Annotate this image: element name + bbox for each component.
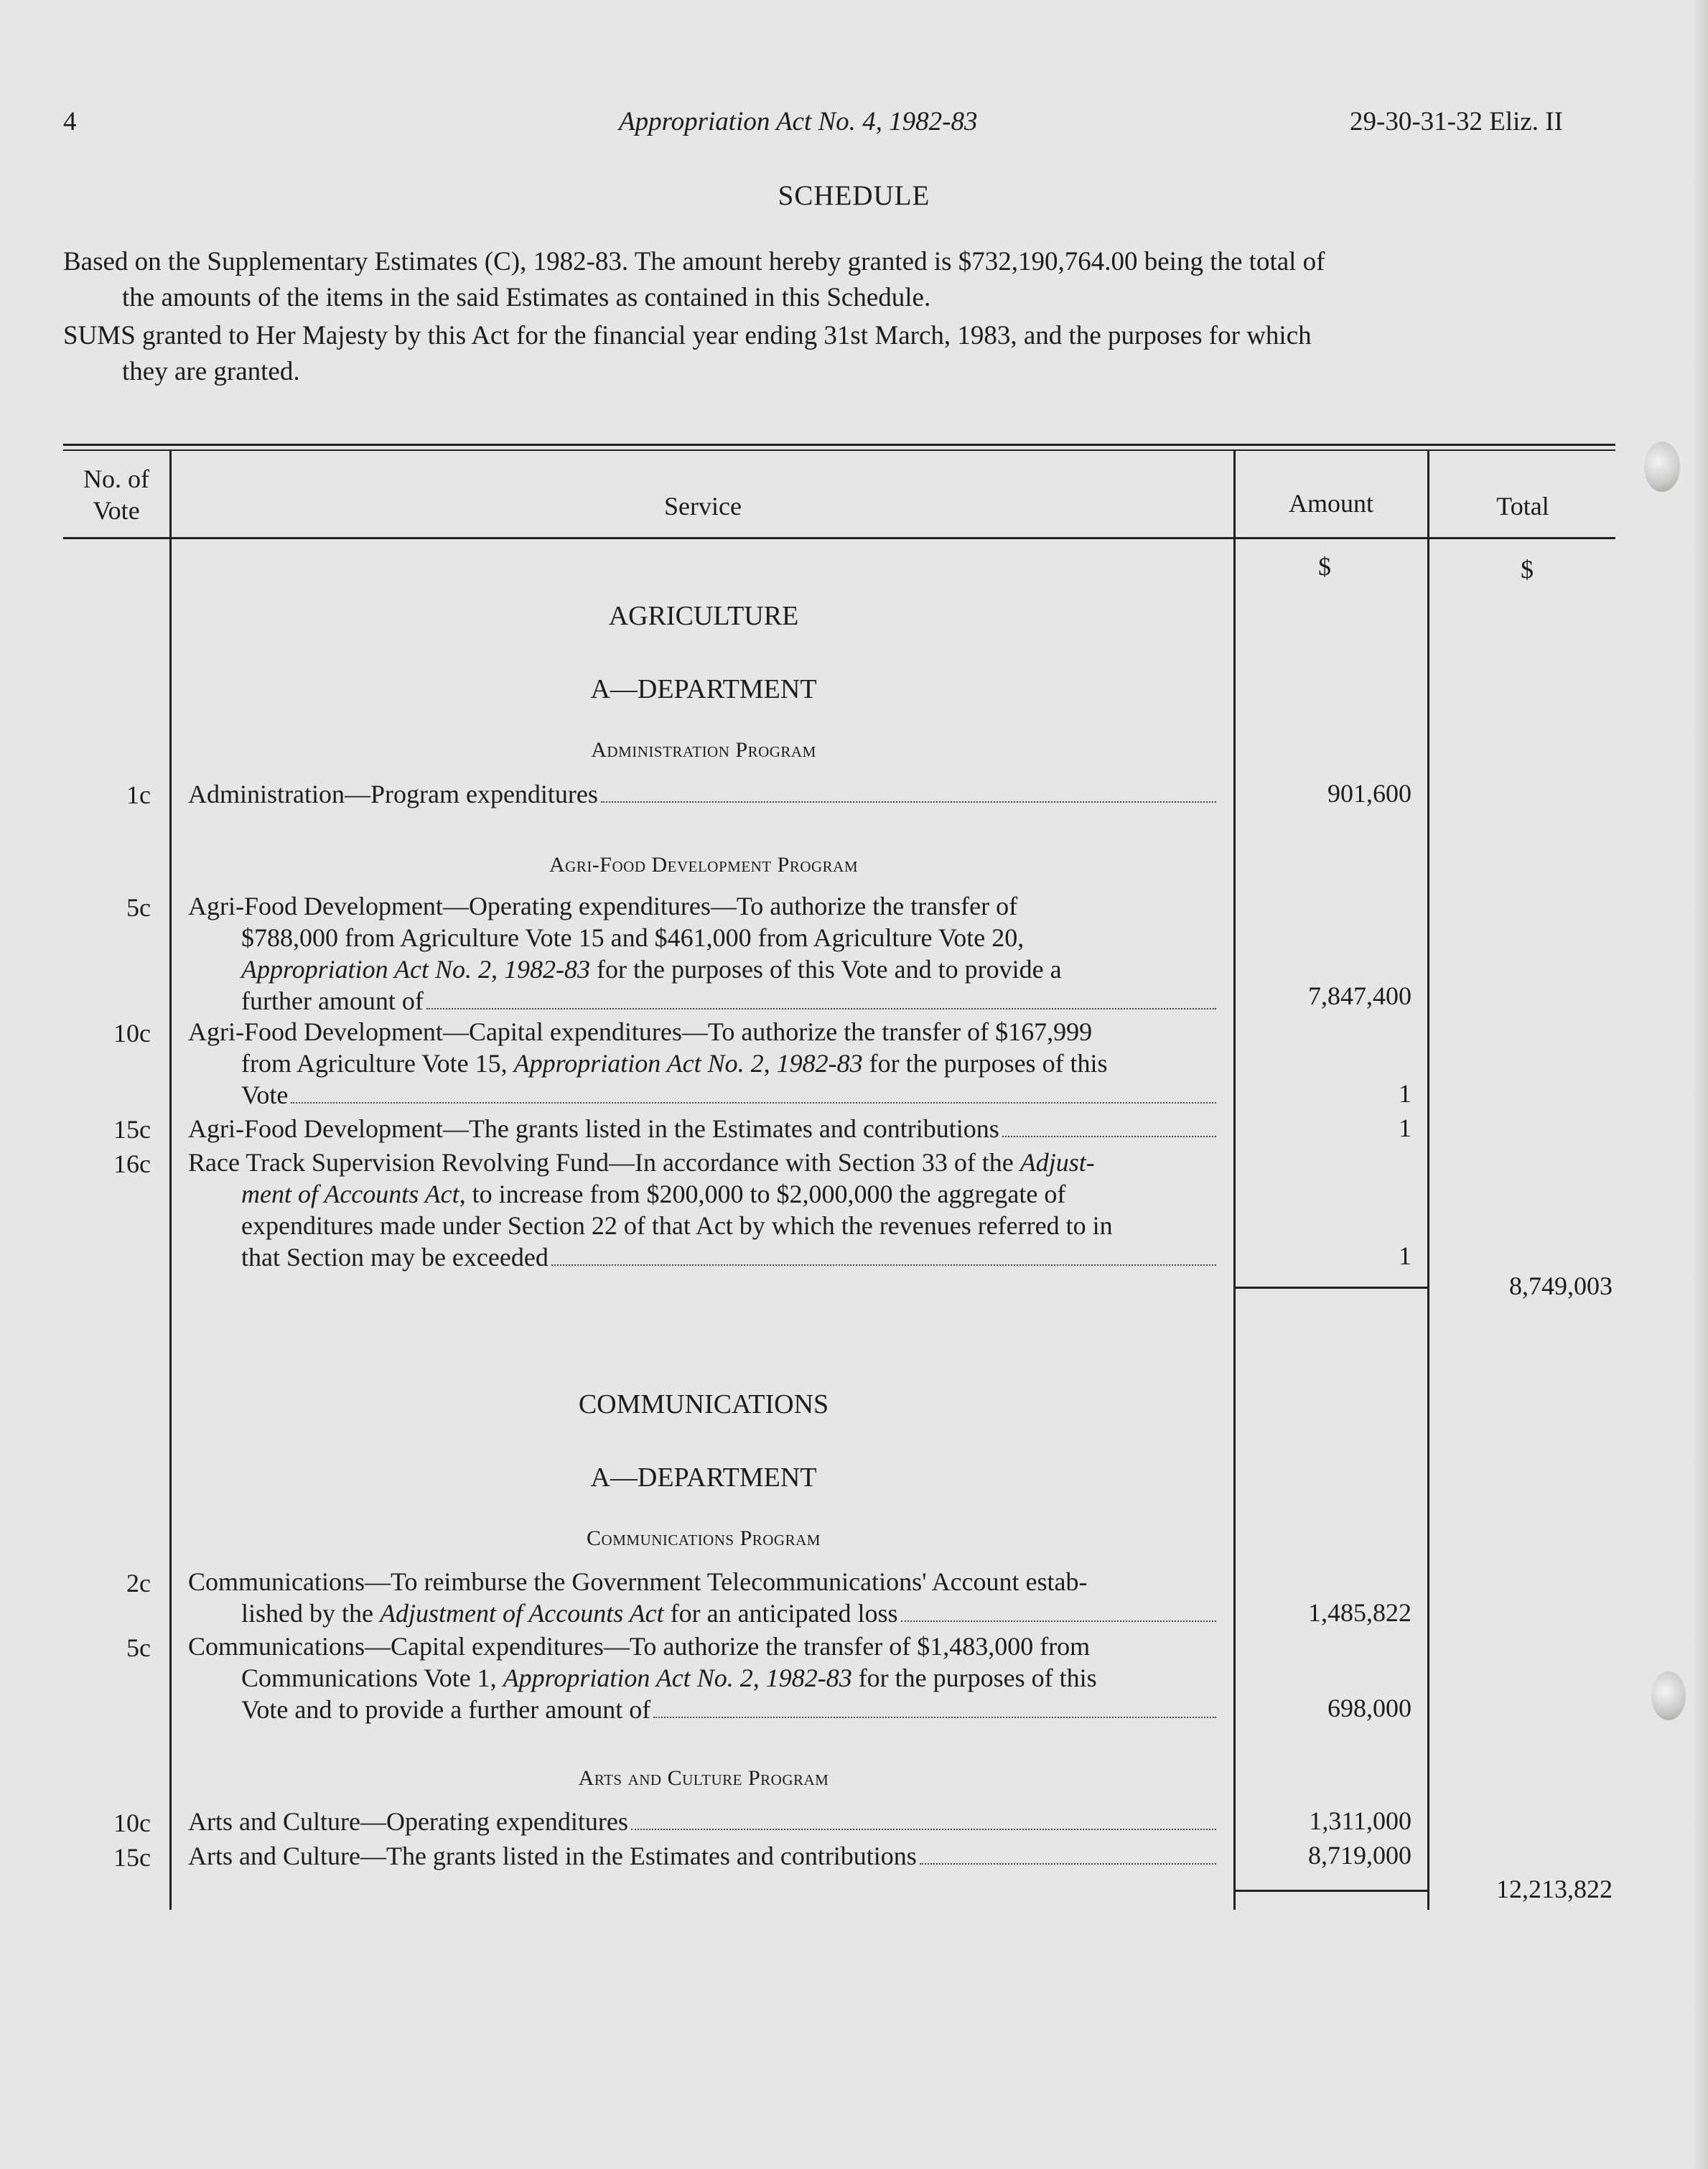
total-agriculture: 8,749,003: [1509, 1272, 1613, 1300]
amount-5c-communications: 698,000: [1327, 1694, 1411, 1722]
act-reference: Appropriation Act No. 2, 1982-83: [513, 1049, 863, 1078]
leader-dots: [631, 1829, 1216, 1830]
service-line: Communications—To reimburse the Government Telecommunications' Account estab-: [188, 1567, 1088, 1596]
service-line-post: , to increase from $200,000 to $2,000,000 the aggregate of: [459, 1180, 1066, 1208]
service-text-15c: Arts and Culture—The grants listed in the Estimates and contributions: [188, 1842, 917, 1870]
service-line: Agri-Food Development—Operating expenditures—To authorize the transfer of: [188, 892, 1018, 920]
service-line: expenditures made under Section 22 of that Act by which the revenues referred to in: [241, 1211, 1113, 1240]
service-line-pre: Race Track Supervision Revolving Fund—In accordance with Section 33 of the: [188, 1148, 1020, 1177]
intro-p2-line2: they are granted.: [122, 357, 300, 386]
service-line: [188, 1597, 1219, 1629]
service-line-post: for an anticipated loss: [663, 1599, 898, 1628]
service-line-pre: lished by the: [241, 1599, 380, 1628]
service-item-10c-communications: [188, 1806, 1219, 1837]
service-line: Communications—Capital expenditures—To authorize the transfer of $1,483,000 from: [188, 1632, 1091, 1661]
amount-15c-agriculture: 1: [1399, 1114, 1411, 1142]
vote-number-5c-communications: 5c: [126, 1633, 151, 1662]
service-item-2c: [188, 1566, 1219, 1629]
intro-p1-line2: the amounts of the items in the said Estimates as contained in this Schedule.: [122, 283, 931, 312]
schedule-title: SCHEDULE: [778, 180, 930, 211]
column-divider-vote: [169, 449, 172, 1910]
header-vote-line2: Vote: [93, 496, 140, 525]
leader-dots: [551, 1264, 1216, 1266]
service-text-1c: Administration—Program expenditures: [188, 780, 598, 808]
column-divider-service: [1233, 449, 1236, 1910]
header-total: Total: [1496, 492, 1549, 521]
leader-dots: [426, 1008, 1216, 1009]
leader-dots: [920, 1863, 1216, 1865]
service-item-1c: [188, 778, 1219, 810]
vote-number-10c-communications: 10c: [113, 1809, 151, 1837]
program-heading-administration: Administration Program: [591, 738, 816, 762]
service-item-5c-agriculture: [188, 890, 1219, 1017]
header-amount: Amount: [1288, 489, 1373, 518]
service-line: [188, 1662, 1219, 1694]
department-heading-agriculture: A—DEPARTMENT: [590, 674, 817, 704]
service-line-post: for the purposes of this: [851, 1664, 1097, 1692]
vote-number-15c-agriculture: 15c: [113, 1115, 151, 1144]
service-line: [188, 1147, 1219, 1178]
vote-number-2c: 2c: [126, 1569, 151, 1597]
amount-2c: 1,485,822: [1308, 1598, 1411, 1627]
intro-p1-line1: Based on the Supplementary Estimates (C), 1982-83. The amount hereby granted is $732,190,764.00 being the total of: [63, 247, 1325, 276]
amount-10c-communications: 1,311,000: [1309, 1806, 1411, 1835]
service-line-end: Vote and to provide a further amount of: [241, 1695, 651, 1724]
act-reference: Adjustment of Accounts Act: [379, 1599, 664, 1628]
act-reference: ment of Accounts Act: [241, 1180, 459, 1208]
service-line-end: further amount of: [241, 986, 424, 1015]
program-heading-communications: Communications Program: [587, 1526, 821, 1550]
vote-number-10c-agriculture: 10c: [113, 1019, 151, 1048]
vote-number-15c-communications: 15c: [113, 1843, 151, 1872]
service-line: [188, 1241, 1219, 1273]
amount-10c-agriculture: 1: [1399, 1079, 1411, 1108]
service-line-end: that Section may be exceeded: [241, 1243, 549, 1272]
intro-p2-line1: SUMS granted to Her Majesty by this Act for the financial year ending 31st March, 1983, and the purposes for which: [63, 321, 1312, 350]
binder-ring-lower: [1651, 1671, 1686, 1720]
total-communications: 12,213,822: [1496, 1875, 1613, 1903]
vote-number-16c: 16c: [113, 1149, 151, 1178]
table-top-rule-2: [63, 449, 1615, 451]
running-title: Appropriation Act No. 4, 1982-83: [619, 107, 978, 136]
service-item-16c: [188, 1147, 1219, 1273]
header-vote-line1: No. of: [83, 465, 149, 493]
vote-number-1c: 1c: [126, 780, 151, 809]
program-heading-agri-food: Agri-Food Development Program: [549, 853, 859, 877]
department-heading-communications: A—DEPARTMENT: [590, 1463, 817, 1493]
intro-paragraph-1: [63, 244, 1615, 316]
leader-dots: [653, 1717, 1216, 1718]
leader-dots: [901, 1620, 1216, 1622]
amount-15c-communications: 8,719,000: [1308, 1841, 1411, 1870]
total-currency-sign: $: [1521, 555, 1534, 584]
service-item-15c-communications: [188, 1840, 1219, 1872]
service-item-5c-communications: [188, 1631, 1219, 1725]
act-reference: Appropriation Act No. 2, 1982-83: [503, 1664, 852, 1692]
leader-dots: [291, 1102, 1216, 1104]
regnal-year: 29-30-31-32 Eliz. II: [1350, 107, 1563, 136]
header-vote: [63, 463, 169, 526]
subtotal-rule-communications: [1233, 1890, 1429, 1892]
service-line: Agri-Food Development—Capital expenditures—To authorize the transfer of $167,999: [188, 1017, 1093, 1046]
vote-number-5c-agriculture: 5c: [126, 893, 151, 922]
ministry-heading-communications: COMMUNICATIONS: [578, 1389, 829, 1419]
table-header-rule: [63, 537, 1615, 539]
service-text-10c: Arts and Culture—Operating expenditures: [188, 1807, 628, 1836]
column-divider-amount: [1427, 449, 1429, 1910]
amount-16c: 1: [1399, 1241, 1411, 1270]
act-reference: Appropriation Act No. 2, 1982-83: [241, 955, 590, 984]
act-reference: Adjust-: [1019, 1148, 1095, 1177]
program-heading-arts-culture: Arts and Culture Program: [578, 1766, 829, 1790]
service-line-rest: for the purposes of this Vote and to provide a: [590, 955, 1062, 984]
service-line: [188, 1079, 1219, 1111]
subtotal-rule-agriculture: [1233, 1287, 1429, 1289]
service-line: [188, 985, 1219, 1017]
service-line-post: for the purposes of this: [862, 1049, 1108, 1078]
service-line: [188, 1048, 1219, 1079]
leader-dots: [601, 801, 1216, 803]
service-line: $788,000 from Agriculture Vote 15 and $461,000 from Agriculture Vote 20,: [241, 923, 1025, 952]
amount-5c-agriculture: 7,847,400: [1308, 981, 1411, 1010]
binder-ring-upper: [1644, 442, 1680, 492]
page-edge-shadow: [1692, 0, 1708, 2169]
service-line: [188, 953, 1219, 985]
amount-1c: 901,600: [1327, 779, 1411, 808]
leader-dots: [1002, 1136, 1216, 1137]
service-item-10c-agriculture: [188, 1016, 1219, 1111]
service-line: [188, 1178, 1219, 1210]
page-number: 4: [63, 107, 77, 136]
amount-currency-sign: $: [1318, 552, 1331, 581]
table-top-rule: [63, 444, 1615, 446]
service-line-pre: from Agriculture Vote 15,: [241, 1049, 514, 1078]
service-text-15c: Agri-Food Development—The grants listed in the Estimates and contributions: [188, 1114, 999, 1143]
intro-paragraph-2: [63, 318, 1615, 390]
service-line-end: Vote: [241, 1081, 289, 1109]
ministry-heading-agriculture: AGRICULTURE: [608, 601, 799, 631]
header-service: Service: [664, 492, 742, 521]
service-item-15c-agriculture: [188, 1113, 1219, 1144]
service-line: [188, 1694, 1219, 1725]
service-line-pre: Communications Vote 1,: [241, 1664, 503, 1692]
